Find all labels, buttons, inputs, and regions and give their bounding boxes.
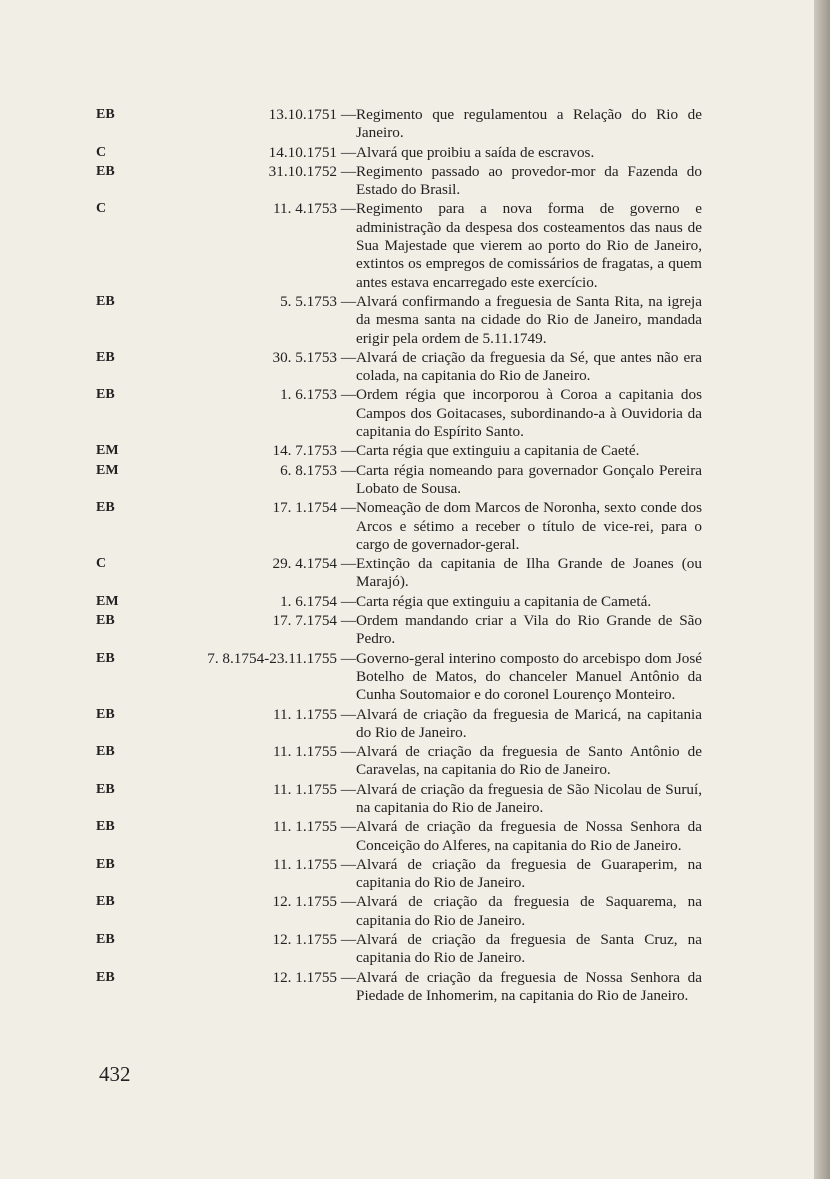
entry-text: Alvará que proibiu a saída de escravos.	[356, 143, 595, 161]
chronology-entry	[96, 743, 702, 780]
entry-date: 11. 1.1755 —	[273, 780, 356, 798]
entry-text: Regimento para a nova forma de governo e administração da despesa dos costeamentos das naus de Sua Majestade que vierem ao porto do Rio de Janeiro, extintos os empregos de comissários de fragatas, a quem antes estava encarregado este exercício.	[356, 200, 702, 291]
entry-category: C	[96, 201, 107, 217]
entry-date: 11. 1.1755 —	[273, 705, 356, 723]
entry-category: EM	[96, 462, 119, 478]
entry-text: Alvará de criação da freguesia de Guaraperim, na capitania do Rio de Janeiro.	[356, 855, 702, 892]
page-number: 432	[99, 1062, 131, 1086]
entry-text: Carta régia nomeando para governador Gonçalo Pereira Lobato de Sousa.	[356, 461, 702, 497]
entry-date: 29. 4.1754 —	[272, 555, 356, 573]
entry-date: 30. 5.1753 —	[272, 348, 356, 366]
chronology-entry	[96, 593, 702, 611]
chronology-entry	[96, 293, 702, 348]
entry-category: EB	[96, 613, 115, 629]
chronology-entry	[96, 612, 702, 649]
chronology-entry	[96, 349, 702, 386]
entry-category: EM	[96, 593, 119, 609]
chronology-entry	[96, 706, 702, 743]
entry-category: EB	[96, 107, 115, 122]
entry-date: 12. 1.1755 —	[272, 893, 356, 911]
entry-category: EB	[96, 706, 115, 722]
entry-text: Carta régia que extinguiu a capitania de Cametá.	[356, 592, 652, 610]
entry-date: 11. 4.1753 —	[273, 200, 356, 218]
entry-text: Governo-geral interino composto do arcebispo dom José Botelho de Matos, do chanceler Manuel Antônio da Cunha Soutomaior e do coronel Lourenço Monteiro.	[356, 649, 702, 704]
chronology-entry	[96, 969, 702, 1006]
entry-date: 5. 5.1753 —	[280, 292, 356, 310]
entry-category: C	[96, 556, 107, 572]
entry-text: Regimento passado ao provedor-mor da Fazenda do Estado do Brasil.	[356, 162, 702, 199]
chronology-entry	[96, 386, 702, 441]
chronology-entry	[96, 931, 702, 968]
entry-date: 13.10.1751 —	[268, 106, 356, 123]
entry-date: 31.10.1752 —	[268, 162, 356, 180]
entry-category: EB	[96, 856, 115, 872]
entry-category: EB	[96, 293, 115, 309]
book-gutter	[814, 0, 830, 1179]
entry-text: Alvará de criação da freguesia de Santa Cruz, na capitania do Rio de Janeiro.	[356, 931, 702, 967]
entry-text: Carta régia que extinguiu a capitania de Caeté.	[356, 442, 640, 460]
entry-category: EB	[96, 744, 115, 760]
chronology-list	[96, 106, 702, 1006]
chronology-entry	[96, 781, 702, 818]
entry-date: 14.10.1751 —	[268, 143, 356, 161]
entry-date: 12. 1.1755 —	[272, 931, 356, 949]
chronology-entry	[96, 650, 702, 705]
entry-date: 12. 1.1755 —	[272, 968, 356, 986]
entry-category: EB	[96, 500, 115, 516]
entry-date: 11. 1.1755 —	[273, 818, 356, 836]
chronology-entry	[96, 555, 702, 592]
entry-text: Alvará de criação da freguesia da Sé, que antes não era colada, na capitania do Rio de Janeiro.	[356, 348, 702, 385]
entry-text: Alvará de criação da freguesia de Maricá, na capitania do Rio de Janeiro.	[356, 705, 702, 741]
entry-category: C	[96, 144, 107, 160]
entry-text: Alvará de criação da freguesia de Saquarema, na capitania do Rio de Janeiro.	[356, 893, 702, 929]
entry-category: EB	[96, 932, 115, 948]
chronology-entry	[96, 818, 702, 855]
chronology-entry	[96, 893, 702, 930]
entry-date: 6. 8.1753 —	[280, 461, 356, 479]
entry-date: 14. 7.1753 —	[272, 442, 356, 460]
entry-category: EB	[96, 163, 115, 179]
entry-date: 11. 1.1755 —	[273, 743, 356, 761]
entry-date: 1. 6.1754 —	[280, 592, 356, 610]
entry-category: EB	[96, 349, 115, 365]
entry-date: 17. 1.1754 —	[272, 499, 356, 517]
entry-category: EB	[96, 819, 115, 835]
entry-text: Alvará de criação da freguesia de São Nicolau de Suruí, na capitania do Rio de Janeiro.	[356, 780, 702, 816]
chronology-entry	[96, 499, 702, 554]
chronology-entry	[96, 856, 702, 893]
entry-text: Ordem mandando criar a Vila do Rio Grande de São Pedro.	[356, 612, 702, 648]
entry-category: EB	[96, 650, 115, 666]
chronology-entry	[96, 462, 702, 499]
chronology-entry	[96, 200, 702, 291]
chronology-entry	[96, 106, 702, 143]
entry-category: EB	[96, 969, 115, 985]
entry-text: Extinção da capitania de Ilha Grande de Joanes (ou Marajó).	[356, 555, 702, 591]
entry-text: Nomeação de dom Marcos de Noronha, sexto conde dos Arcos e sétimo a receber o título de vice-rei, para o cargo de governador-geral.	[356, 499, 702, 553]
entry-text: Alvará de criação da freguesia de Nossa Senhora da Conceição do Alferes, na capitania do Rio de Janeiro.	[356, 818, 702, 854]
chronology-entry	[96, 442, 702, 460]
entry-text: Alvará confirmando a freguesia de Santa Rita, na igreja da mesma santa na cidade do Rio de Janeiro, mandada erigir pela ordem de 5.11.1749.	[356, 292, 702, 347]
entry-category: EM	[96, 443, 119, 459]
entry-text: Regimento que regulamentou a Relação do Rio de Janeiro.	[356, 106, 702, 142]
chronology-entry	[96, 144, 702, 162]
entry-text: Alvará de criação da freguesia de Nossa Senhora da Piedade de Inhomerim, na capitania do Rio de Janeiro.	[356, 968, 702, 1004]
entry-category: EB	[96, 781, 115, 797]
entry-date: 11. 1.1755 —	[273, 855, 356, 873]
entry-category: EB	[96, 894, 115, 910]
entry-text: Ordem régia que incorporou à Coroa a capitania dos Campos dos Goitacases, subordinando-a à Ouvidoria da capitania do Espírito Santo.	[356, 386, 702, 441]
entry-date: 1. 6.1753 —	[280, 386, 356, 404]
entry-category: EB	[96, 387, 115, 403]
entry-text: Alvará de criação da freguesia de Santo Antônio de Caravelas, na capitania do Rio de Janeiro.	[356, 743, 702, 779]
entry-date: 17. 7.1754 —	[272, 612, 356, 630]
chronology-entry	[96, 163, 702, 200]
entry-date: 7. 8.1754-23.11.1755 —	[207, 649, 356, 667]
